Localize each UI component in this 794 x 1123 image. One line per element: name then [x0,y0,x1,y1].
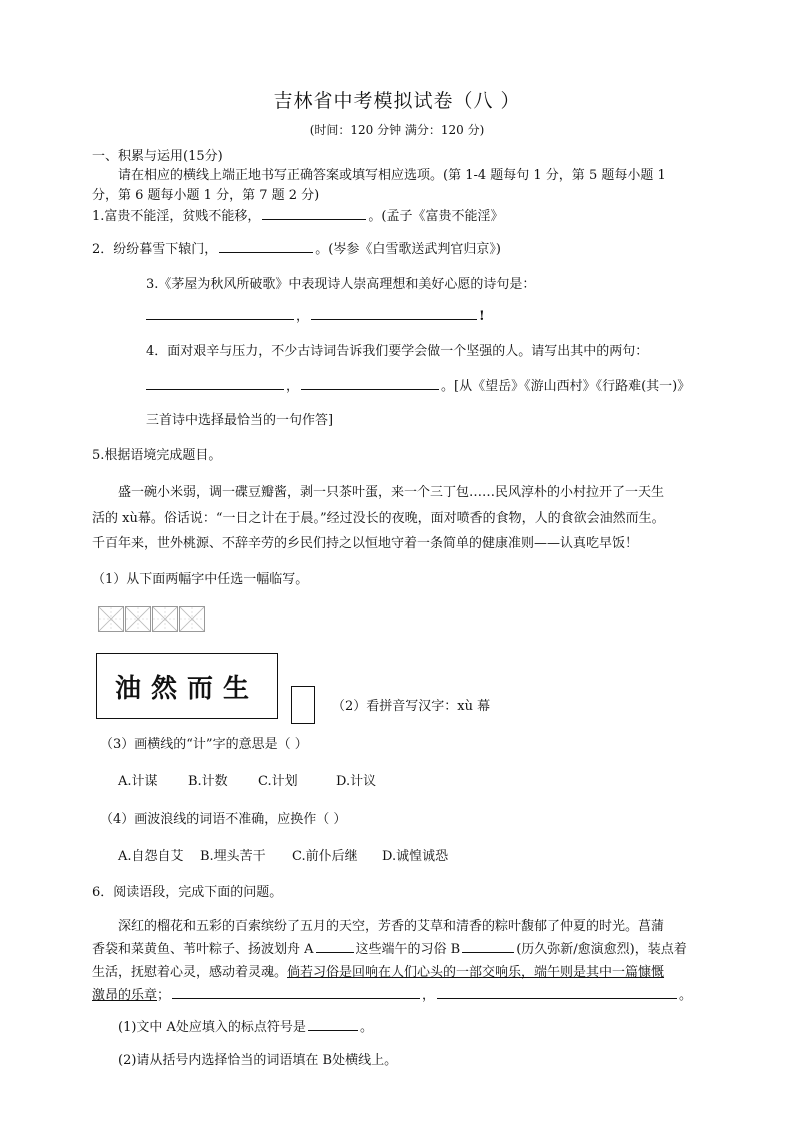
option-d[interactable]: D.计议 [336,774,377,789]
exclamation: ! [479,309,485,324]
sub-question-text: (1)文中 A处应填入的标点符号是 [118,1020,306,1035]
answer-blank[interactable] [146,306,294,320]
question-4: 4．面对艰辛与压力，不少古诗词告诉我们要学会做一个坚强的人。请写出其中的两句： [146,344,649,359]
writing-box[interactable] [291,686,315,724]
passage-line [92,938,687,957]
section-heading: 一、积累与运用(15分) [92,149,223,164]
question-5-heading: 5.根据语境完成题目。 [92,448,222,463]
blank-a[interactable] [316,939,354,953]
passage-line [92,984,692,1003]
wavy-underlined-phrase: 油然而生 [599,511,652,526]
sub-question-4-options [118,845,448,864]
option-b[interactable]: B.计数 [188,774,228,789]
answer-blank[interactable] [262,206,366,220]
passage-text: 活的 xù幕。俗话说： [92,511,216,526]
sub-question-3: （3）画横线的“计”字的意思是（ ） [100,737,308,752]
question-3: 3.《茅屋为秋风所破歌》中表现诗人崇高理想和美好心愿的诗句是： [146,277,536,292]
instruction-line-2: 分，第 6 题每小题 1 分，第 7 题 2 分) [92,188,320,203]
period: 。 [679,988,693,1003]
question-1-suffix: 。(孟子《富贵不能淫》 [368,209,504,224]
calligraphy-text: 油然而生 [114,674,259,704]
comma: ， [286,379,300,394]
passage-text: 认真吃早饭 [560,536,626,551]
underlined-sentence: 激昂的乐章 [92,988,158,1003]
grid-cell[interactable] [179,606,205,632]
question-2-prefix: 2．纷纷暮雪下辕门， [92,242,218,257]
calligraphy-box [96,653,278,719]
passage-text: 经过没长的夜晚，面对喷香的食物，人的食欲会 [326,511,600,526]
question-3-answer-line [146,305,485,324]
passage-text: 香袋和菜黄鱼、苇叶粽子、扬波划舟 A [92,942,314,957]
passage-text: 生活，抚慰着心灵，感动着灵魂。 [92,965,288,980]
question-2-suffix: 。(岑参《白雪歌送武判官归京》) [315,242,501,257]
option-a[interactable]: A.自怨自艾 [118,849,184,864]
underlined-sentence: 倘若习俗是回响在人们心头的一部交响乐，端午则是其中一篇慷慨 [287,965,665,980]
question-6-heading: 6．阅读语段，完成下面的问题。 [92,885,283,900]
question-4-line-2: 三首诗中选择最恰当的一句作答] [146,413,334,428]
answer-blank[interactable] [437,985,677,999]
passage-line [92,532,638,551]
blank-b[interactable] [462,939,514,953]
grid-cell[interactable] [125,606,151,632]
passage-text: 千百年来，世外桃源、不辞辛劳的乡民们持之以恒地守着一条简单的健康准则—— [92,536,561,551]
instruction-line-1: 请在相应的横线上端正地书写正确答案或填写相应选项。(第 1-4 题每句 1 分，第 5 题每小题 1 [118,168,666,183]
semicolon: ； [157,988,171,1003]
passage-line [92,507,665,526]
sub-question-4: （4）画波浪线的词语不准确，应换作（ ） [100,812,347,827]
passage-line: 盛一碗小米弱，调一碟豆瓣酱，剥一只茶叶蛋，来一个三丁包……民风淳朴的小村拉开了一天生 [118,485,665,500]
answer-blank[interactable] [172,985,420,999]
sub-question-2: （2）看拼音写汉字：xù 幕 [332,699,491,714]
passage-text: 。 [651,511,665,526]
answer-blank[interactable] [301,376,439,390]
question-1-prefix: 1.富贵不能淫，贫贱不能移， [92,209,261,224]
answer-blank[interactable] [219,239,313,253]
sub-question-3-options [118,770,376,789]
answer-blank[interactable] [311,306,477,320]
page-title: 吉林省中考模拟试卷（八 ） [273,90,521,112]
comma: ， [422,988,436,1003]
sub-question-2: (2)请从括号内选择恰当的词语填在 B处横线上。 [118,1053,398,1068]
exam-info: (时间：120 分钟 满分：120 分) [309,123,485,137]
passage-text: (历久弥新/愈演愈烈)，装点着 [516,942,687,957]
sub-question-1 [118,1016,373,1035]
passage-line: 深红的榴花和五彩的百索缤纷了五月的天空，芳香的艾草和清香的粽叶馥郁了仲夏的时光。菖蒲 [118,919,665,934]
comma: ， [296,309,310,324]
passage-line [92,961,664,980]
practice-grid[interactable] [98,606,206,632]
option-c[interactable]: C.前仆后继 [292,849,358,864]
grid-cell[interactable] [98,606,124,632]
question-2 [92,238,501,257]
answer-blank[interactable] [308,1017,358,1031]
grid-cell[interactable] [152,606,178,632]
passage-text: ！ [625,536,639,551]
option-c[interactable]: C.计划 [258,774,298,789]
passage-text: 这些端午的习俗 B [355,942,461,957]
question-4-answer-line [146,375,690,394]
period: 。 [359,1020,373,1035]
question-1 [92,205,503,224]
option-d[interactable]: D.诚惶诚恐 [382,849,449,864]
option-b[interactable]: B.埋头苦干 [200,849,266,864]
option-a[interactable]: A.计谋 [118,774,158,789]
quote-with-underlined-word: “一日之计在于晨。” [215,511,327,526]
question-4-suffix: 。[从《望岳》《游山西村》《行路难(其一)》 [441,379,691,394]
answer-blank[interactable] [146,376,284,390]
sub-question-1: （1）从下面两幅字中任选一幅临写。 [92,572,309,587]
